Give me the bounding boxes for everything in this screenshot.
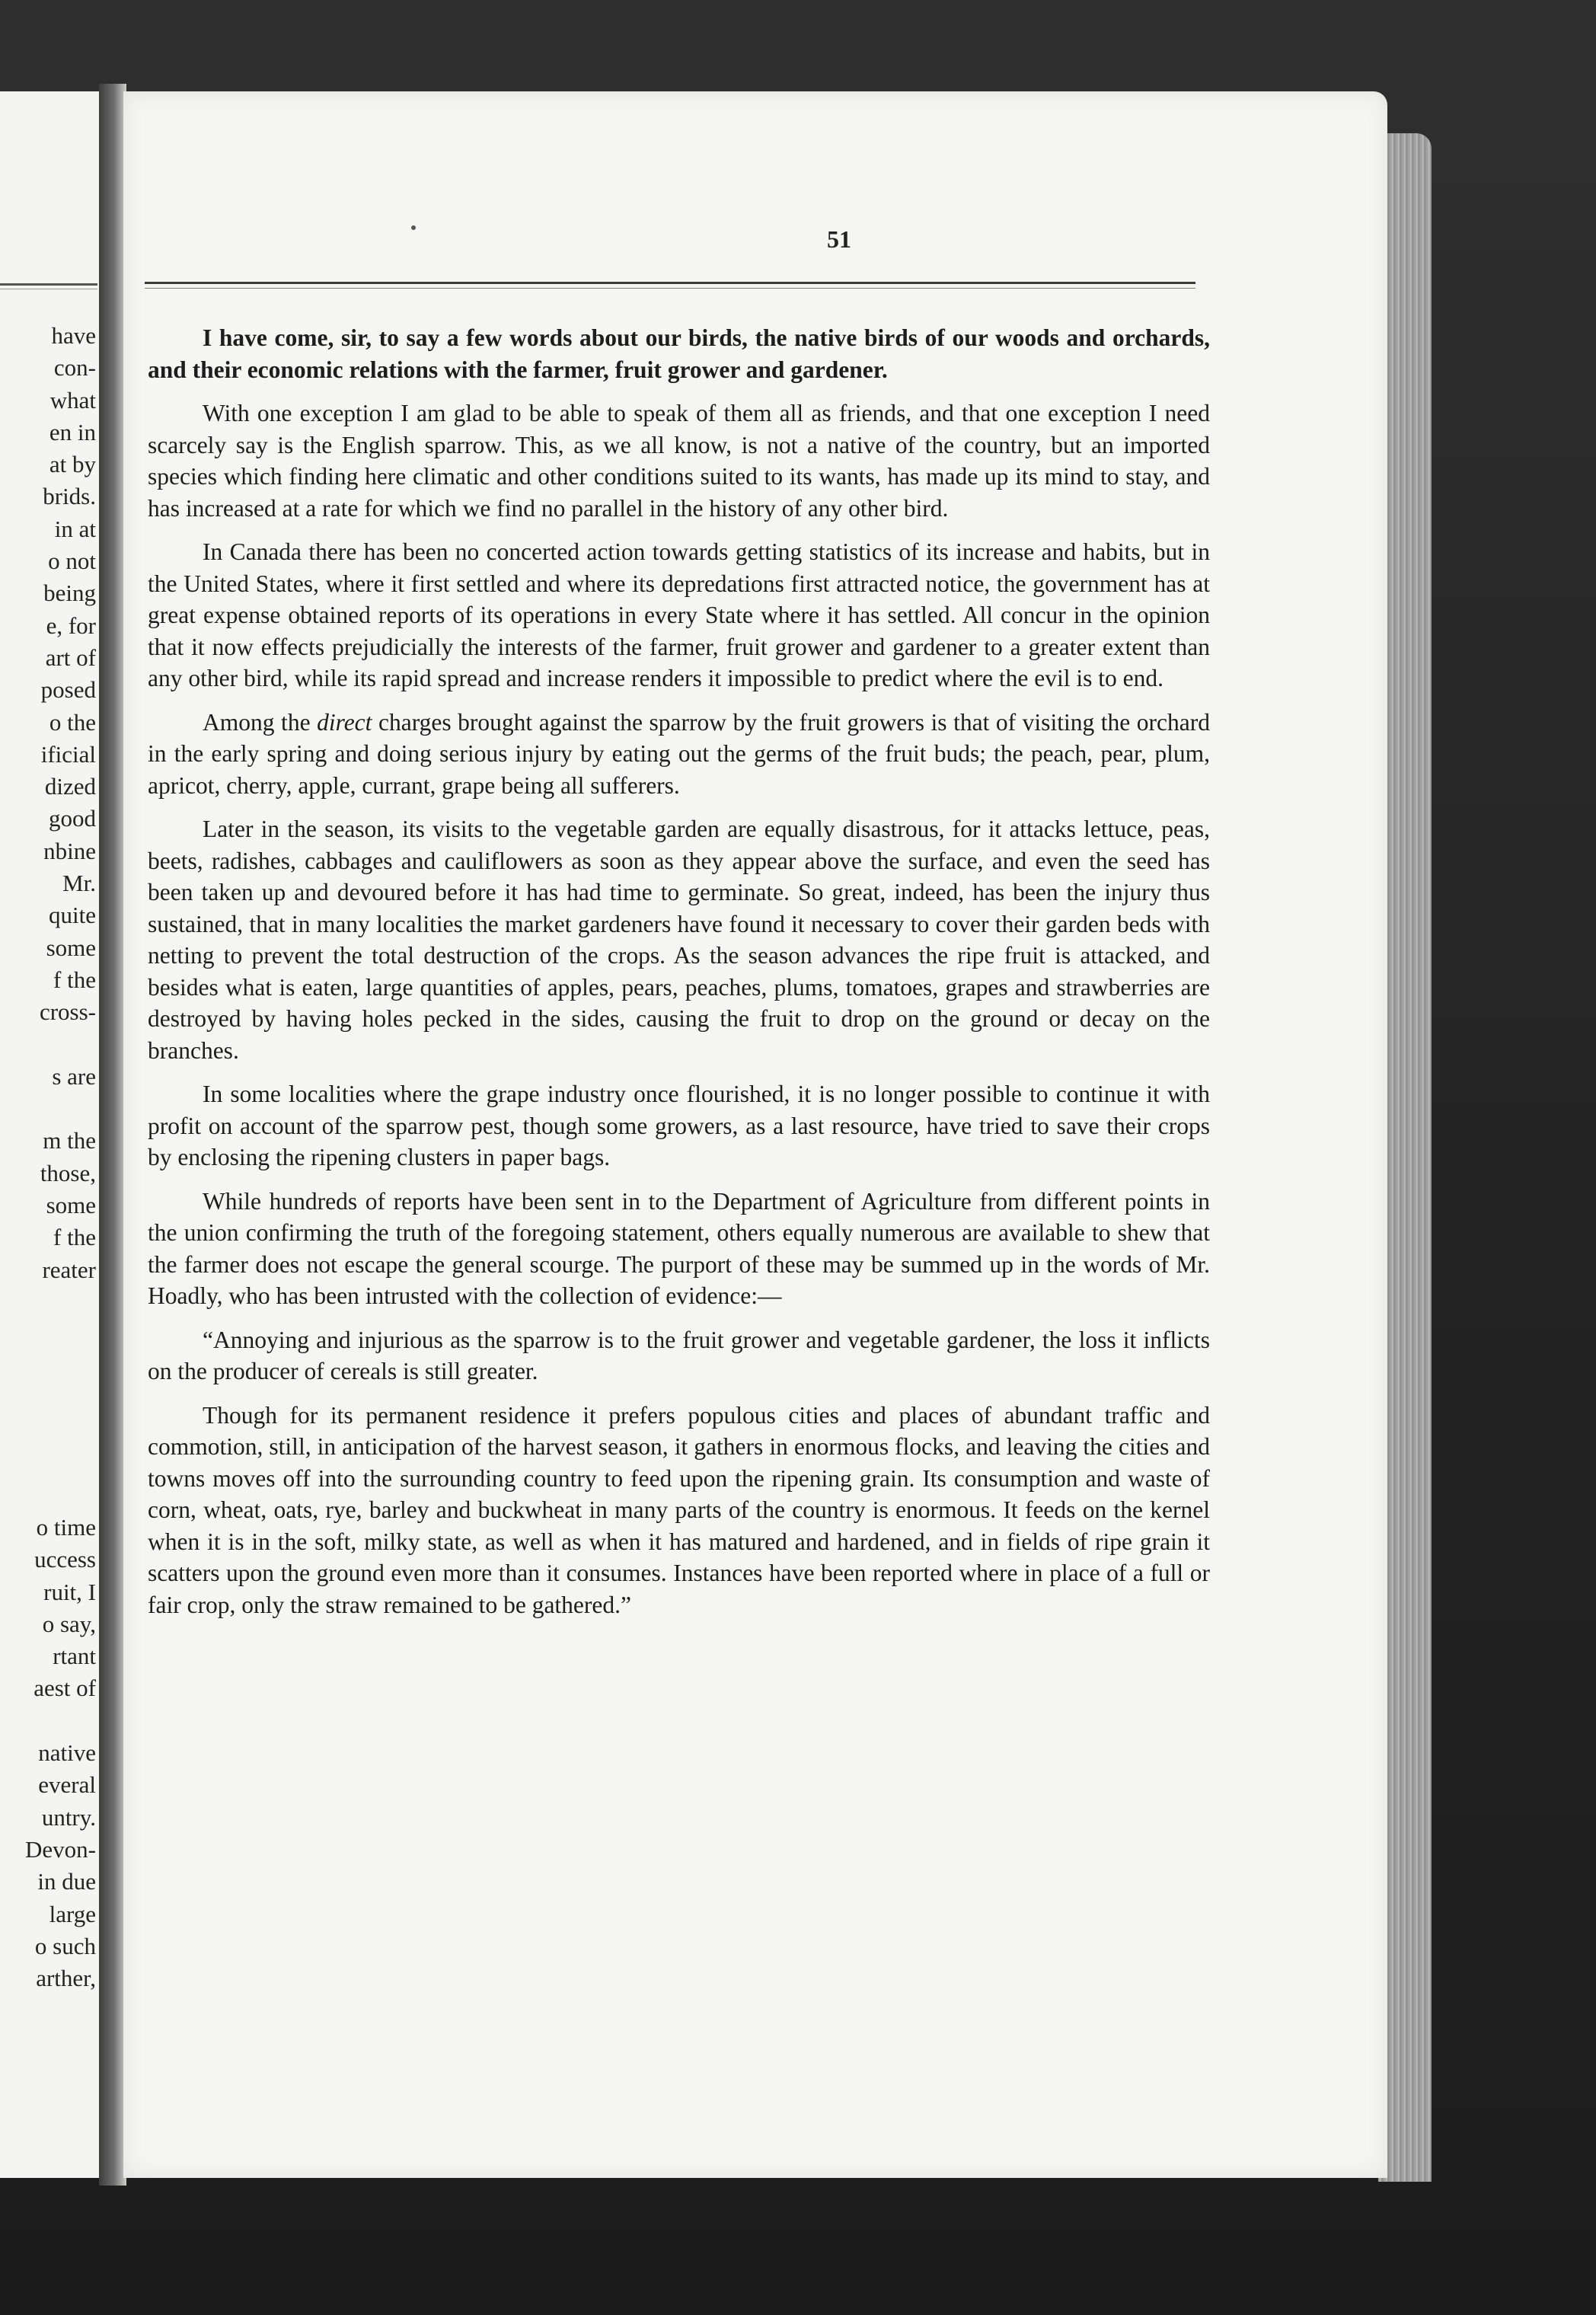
book-page (123, 91, 1387, 2178)
paragraph-rest: charges brought against the sparrow by the fruit growers is that of visiting the orchard in the early spring and doing serious injury by eating out the germs of the fruit buds; the peach, pear, plum, apricot, cherry, apple, currant, grape being all sufferers. (148, 708, 1210, 799)
left-page-line: ruit, I (43, 1578, 96, 1605)
left-page-line (0, 1351, 96, 1383)
paragraph: Later in the season, its visits to the vegetable garden are equally disastrous, for it attacks lettuce, peas, beets, radishes, cabbages and cauliflowers as soon as they appear above the surface, and even the seed has been taken up and devoured before it has had time to germinate. So great, indeed, has been the injury thus sustained, that in many localities the market gardeners have found it necessary to cover their garden beds with netting to prevent the total destruction of the crops. As the season advances the ripe fruit is attacked, and besides what is eaten, large quantities of apples, pears, peaches, plums, tomatoes, grapes and strawberries are destroyed by having holes pecked in the sides, causing the fruit to drop on the ground or decay on the branches. (148, 816, 1210, 1064)
paragraph: In Canada there has been no concerted action towards getting statistics of its increase and habits, but in the United States, where it first settled and where its depredations first attracted notice, the government has at great expense obtained reports of its operations in every State where it has settled. All concur in the opinion that it now effects prejudicially the interests of the farmer, fruit grower and gardener to a greater extent than any other bird, while its rapid spread and increase renders it impossible to predict where the evil is to end. (148, 538, 1210, 691)
left-page-line: f the (53, 1224, 96, 1251)
left-page-line: in at (54, 515, 96, 542)
left-page-line: ificial (40, 740, 96, 768)
left-page-line (0, 1480, 96, 1512)
left-page-line: reater (42, 1256, 96, 1283)
left-page-line (0, 1318, 96, 1350)
left-page-line: being (43, 580, 96, 607)
page-number: 51 (827, 225, 851, 253)
left-page-line (0, 1415, 96, 1447)
left-page-line: arther, (36, 1965, 96, 1992)
left-page-line: Mr. (62, 870, 96, 897)
left-page-line: o time (36, 1513, 96, 1541)
left-page-fragment (0, 91, 108, 2178)
left-page-line: rtant (53, 1643, 96, 1670)
left-page-line: o such (34, 1932, 96, 1959)
emphasis-text: direct (317, 708, 372, 736)
left-page-line (0, 1383, 96, 1415)
quoted-paragraph: “Annoying and injurious as the sparrow is to the fruit grower and vegetable gardener, the loss it inflicts on the producer of cereals is still greater. (148, 1326, 1210, 1384)
left-page-line: cross- (39, 998, 96, 1026)
left-page-line: aest of (34, 1675, 96, 1702)
left-page-line: large (49, 1900, 96, 1927)
paragraph: While hundreds of reports have been sent in to the Department of Agriculture from different points in the union confirming the truth of the foregoing statement, others equally numerous are available to shew that the farmer does not escape the general scourge. The purport of these may be summed up in the words of Mr. Hoadly, who has been intrusted with the collection of evidence:— (148, 1187, 1210, 1309)
paragraph (148, 707, 1210, 802)
left-page-line: what (49, 386, 96, 414)
left-page-line: m the (43, 1127, 96, 1154)
left-page-line: quite (49, 902, 96, 929)
left-page-line (0, 1286, 96, 1318)
left-page-line: native (38, 1739, 96, 1767)
left-page-line: those, (40, 1159, 96, 1186)
left-page-line: o say, (42, 1610, 96, 1637)
left-page-line: posed (40, 676, 96, 704)
paragraph-lead: Among the (203, 708, 318, 736)
paragraph: I have come, sir, to say a few words about our birds, the native birds of our woods and orchards, and their economic relations with the farmer, fruit grower and gardener. (148, 324, 1210, 383)
left-page-line: brids. (43, 483, 96, 510)
left-page-line: in due (37, 1868, 96, 1895)
left-page-line: Devon- (25, 1835, 96, 1863)
left-page-line (0, 1093, 96, 1125)
left-page-line: everal (38, 1771, 96, 1799)
body-text (148, 322, 1210, 1633)
left-page-line: o not (48, 548, 96, 575)
left-page-line: con- (53, 354, 96, 382)
left-page-line: e, for (46, 611, 96, 639)
left-page-header-rule (0, 283, 97, 289)
paragraph: In some localities where the grape industry once flourished, it is no longer possible to continue it with profit on account of the sparrow pest, though some growers, as a last resource, have tried to save their crops by enclosing the ripening clusters in paper bags. (148, 1081, 1210, 1170)
left-page-text (0, 320, 96, 1994)
left-page-line: s are (52, 1062, 96, 1090)
left-page-line: at by (49, 451, 96, 478)
left-page-line: nbine (43, 837, 96, 864)
left-page-line: en in (49, 418, 96, 445)
left-page-line: uccess (34, 1546, 96, 1573)
left-page-line: f the (53, 966, 96, 993)
left-page-line: good (49, 805, 96, 832)
left-page-line (0, 1705, 96, 1737)
book-spine (99, 84, 126, 2186)
quoted-paragraph: Though for its permanent residence it prefers populous cities and places of abundant traffic and commotion, still, in anticipation of the harvest season, it gathers in enormous flocks, and leaving the cities and towns moves off into the surrounding country to feed upon the ripening grain. Its consumption and waste of corn, wheat, oats, rye, barley and buckwheat in many parts of the country is enormous. It feeds on the kernel when it is in the soft, milky state, as well as when it has matured and hardened, and in fields of ripe grain it scatters upon the ground even more than it consumes. Instances have been reported where in place of a full or fair crop, only the straw remained to be gathered.” (148, 1401, 1210, 1618)
left-page-line: art of (45, 643, 96, 671)
left-page-line: have (51, 322, 96, 349)
left-page-line (0, 1029, 96, 1061)
left-page-line: o the (49, 708, 96, 736)
paragraph: With one exception I am glad to be able to speak of them all as friends, and that one exception I need scarcely say is the English sparrow. This, as we all know, is not a native of the country, but an imported species which finding here climatic and other conditions suited to its wants, has made up its mind to stay, and has increased at a rate for which we find no parallel in the history of any other bird. (148, 400, 1210, 522)
left-page-line: dized (44, 773, 96, 800)
left-page-line: some (46, 1192, 96, 1219)
left-page-line (0, 1447, 96, 1479)
left-page-line: untry. (41, 1803, 96, 1831)
left-page-line: some (46, 934, 96, 961)
header-rule (145, 282, 1195, 289)
